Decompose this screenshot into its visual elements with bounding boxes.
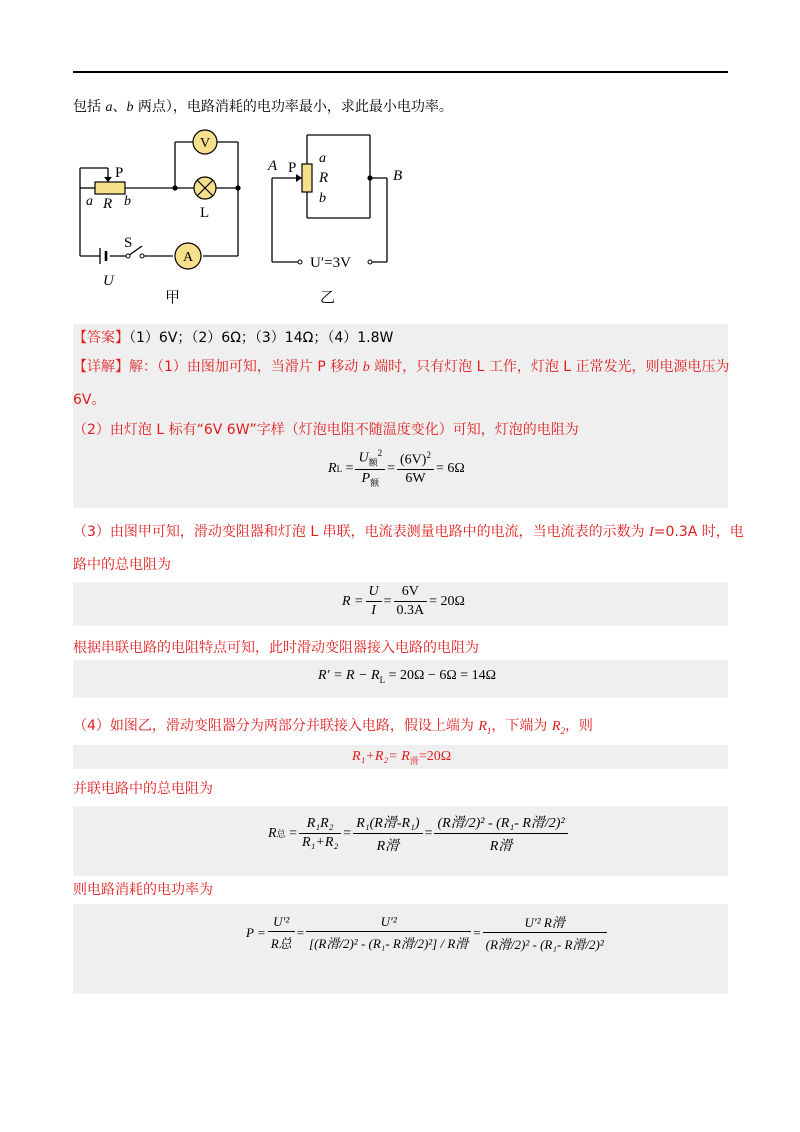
answer-line: 【答案】（1）6V；（2）6Ω；（3）14Ω；（4）1.8W	[73, 330, 394, 346]
intro-line: 包括 a、b 两点），电路消耗的电功率最小，求此最小电功率。	[73, 99, 453, 115]
detail-para-3-line-2: 路中的总电阻为	[73, 557, 171, 573]
svg-text:B: B	[393, 168, 403, 184]
formula-total-resistance: R = $\frac{U}{I}$ = $\frac{6V}{0.3A}$ = 20Ω	[342, 584, 465, 618]
svg-text:A: A	[182, 250, 194, 265]
svg-text:b: b	[124, 194, 131, 209]
svg-text:a: a	[86, 194, 93, 209]
svg-text:R: R	[319, 170, 329, 186]
svg-text:乙: 乙	[320, 290, 336, 305]
svg-text:V: V	[199, 136, 211, 151]
detail-para-5: （4）如图乙，滑动变阻器分为两部分并联接入电路，假设上端为 $R_1$，下端为 $R_2$，则	[73, 718, 593, 736]
svg-text:U′=3V: U′=3V	[310, 255, 351, 271]
detail-line-2: 6V。	[73, 392, 106, 408]
svg-text:P: P	[115, 165, 124, 181]
formula-lamp-resistance: R L = $\frac{U_额^2}{P_额}$ = $\frac{(6V)^2}{6W}$ = 6Ω	[328, 448, 465, 489]
svg-text:a: a	[319, 151, 326, 166]
detail-line-1: 【详解】解：（1）由图加可知，当滑片 P 移动 b 端时，只有灯泡 L 工作，灯泡 L 正常发光，则电源电压为	[73, 359, 730, 375]
detail-para-2: （2）由灯泡 L 标有“6V 6W”字样（灯泡电阻不随温度变化）可知，灯泡的电阻为	[73, 422, 579, 438]
svg-text:S: S	[124, 235, 133, 251]
svg-text:P: P	[288, 160, 297, 176]
svg-text:甲: 甲	[165, 290, 181, 305]
top-rule	[73, 71, 728, 73]
svg-text:U: U	[103, 273, 114, 289]
svg-text:R: R	[103, 196, 113, 212]
detail-para-7: 则电路消耗的电功率为	[73, 882, 213, 898]
formula-parallel-resistance: R 总 = $\frac{\text{R₁R₂}}{\text{R₁+R₂}}$ = $\frac{\text{R₁(R滑-R₁)}}{\text{R滑}}$ = $\frac{\text{(R滑/2)² - (R₁- R滑/2)²}}{\text{R滑}}$	[268, 812, 570, 855]
detail-para-6: 并联电路中的总电阻为	[73, 781, 213, 797]
detail-para-3-line-1: （3）由图甲可知，滑动变阻器和灯泡 L 串联，电流表测量电路中的电流，当电流表的示数为 I=0.3A 时，电	[73, 524, 744, 540]
circuit-diagram-yi	[262, 120, 422, 305]
svg-text:A: A	[268, 158, 278, 174]
detail-para-4: 根据串联电路的电阻特点可知，此时滑动变阻器接入电路的电阻为	[73, 640, 479, 656]
formula-power: P = $\frac{\text{U′²}}{\text{R总}}$ = $\frac{\text{U′²}}{\text{[(R滑/2)² - (R₁- R滑/2)²] / R滑}}$ = $\frac{\text{U′² R滑}}{\text{(R滑/2)² - (R₁- R滑/2)²}}$	[246, 912, 609, 953]
formula-rheostat-resistance: $R' = R - R_L = 20\Omega - 6\Omega = 14\Omega$	[318, 668, 497, 685]
circuit-diagram-jia	[70, 120, 270, 305]
svg-text:b: b	[319, 191, 326, 206]
formula-sum-resistance: $R_1+R_2= R_滑=20\Omega$	[352, 749, 452, 766]
svg-text:L: L	[200, 205, 210, 221]
